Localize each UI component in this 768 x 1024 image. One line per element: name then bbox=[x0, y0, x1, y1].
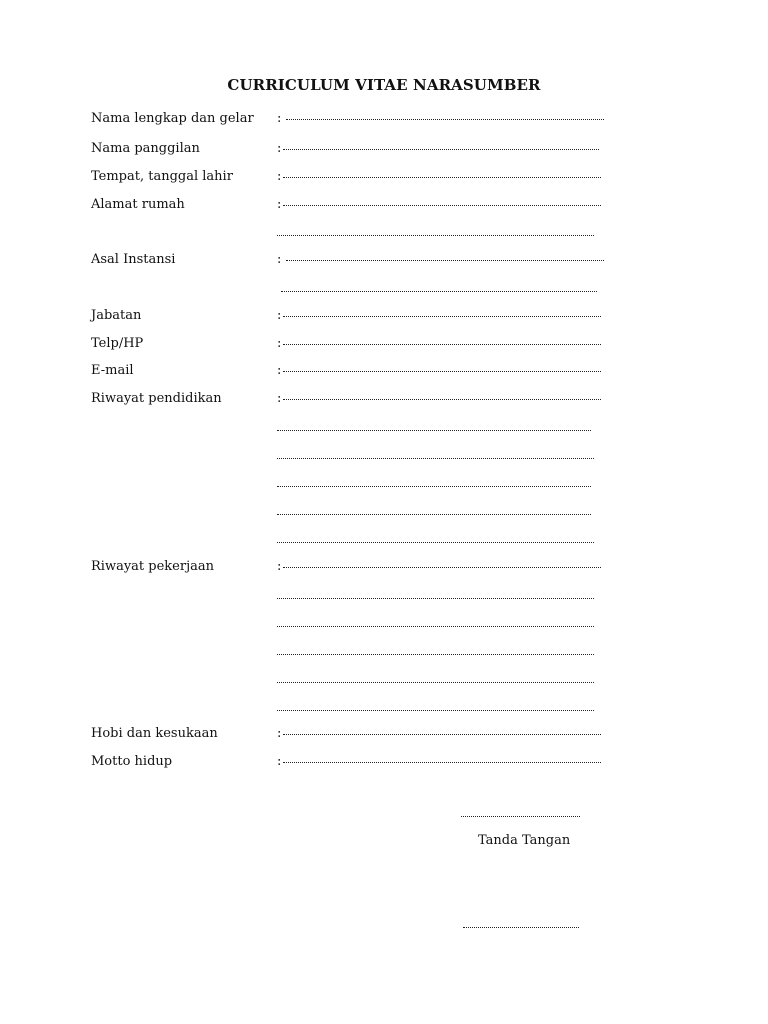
dotted-line bbox=[283, 761, 601, 763]
field-telp-hp[interactable] bbox=[277, 336, 601, 351]
field-riwayat-pekerjaan-line-3[interactable] bbox=[277, 625, 594, 627]
dotted-line bbox=[283, 398, 601, 400]
label-tempat-tanggal-lahir: Tempat, tanggal lahir bbox=[91, 169, 233, 184]
field-alamat-rumah[interactable] bbox=[277, 197, 601, 212]
signature-name-line[interactable] bbox=[463, 926, 579, 928]
dotted-line bbox=[286, 118, 604, 120]
field-riwayat-pendidikan-line-5[interactable] bbox=[277, 513, 591, 515]
field-jabatan[interactable] bbox=[277, 308, 601, 323]
dotted-line bbox=[283, 733, 601, 735]
colon: : bbox=[277, 252, 282, 267]
dotted-line bbox=[283, 370, 601, 372]
signature-date-line[interactable] bbox=[461, 815, 580, 817]
colon: : bbox=[277, 111, 282, 126]
label-telp-hp: Telp/HP bbox=[91, 336, 144, 351]
dotted-line bbox=[283, 204, 601, 206]
label-asal-instansi: Asal Instansi bbox=[91, 252, 176, 267]
field-riwayat-pendidikan-line-2[interactable] bbox=[277, 429, 591, 431]
colon: : bbox=[277, 391, 282, 406]
field-tempat-tanggal-lahir[interactable] bbox=[277, 169, 601, 184]
field-asal-instansi[interactable] bbox=[277, 252, 604, 267]
dotted-line bbox=[286, 259, 604, 261]
dotted-line bbox=[283, 566, 601, 568]
signature-label: Tanda Tangan bbox=[478, 833, 571, 848]
label-email: E-mail bbox=[91, 363, 134, 378]
field-riwayat-pekerjaan-line-6[interactable] bbox=[277, 709, 594, 711]
colon: : bbox=[277, 363, 282, 378]
field-nama-panggilan[interactable] bbox=[277, 141, 599, 156]
colon: : bbox=[277, 726, 282, 741]
label-alamat-rumah: Alamat rumah bbox=[91, 197, 185, 212]
colon: : bbox=[277, 169, 282, 184]
field-hobi[interactable] bbox=[277, 726, 601, 741]
colon: : bbox=[277, 336, 282, 351]
field-riwayat-pendidikan-line-4[interactable] bbox=[277, 485, 591, 487]
label-nama-panggilan: Nama panggilan bbox=[91, 141, 200, 156]
field-motto[interactable] bbox=[277, 754, 601, 769]
field-riwayat-pendidikan-line-6[interactable] bbox=[277, 541, 594, 543]
dotted-line bbox=[283, 315, 601, 317]
field-nama-lengkap[interactable] bbox=[277, 111, 604, 126]
dotted-line bbox=[283, 176, 601, 178]
label-jabatan: Jabatan bbox=[91, 308, 142, 323]
colon: : bbox=[277, 559, 282, 574]
field-riwayat-pekerjaan-line-5[interactable] bbox=[277, 681, 594, 683]
dotted-line bbox=[283, 343, 601, 345]
label-riwayat-pekerjaan: Riwayat pekerjaan bbox=[91, 559, 214, 574]
colon: : bbox=[277, 197, 282, 212]
label-motto: Motto hidup bbox=[91, 754, 173, 769]
label-hobi: Hobi dan kesukaan bbox=[91, 726, 218, 741]
field-riwayat-pekerjaan-line-2[interactable] bbox=[277, 597, 594, 599]
field-email[interactable] bbox=[277, 363, 601, 378]
field-alamat-rumah-line-2[interactable] bbox=[277, 234, 594, 236]
field-riwayat-pekerjaan-line-4[interactable] bbox=[277, 653, 594, 655]
document-title: CURRICULUM VITAE NARASUMBER bbox=[227, 76, 541, 94]
field-riwayat-pendidikan[interactable] bbox=[277, 391, 601, 406]
colon: : bbox=[277, 754, 282, 769]
label-nama-lengkap: Nama lengkap dan gelar bbox=[91, 111, 254, 126]
label-riwayat-pendidikan: Riwayat pendidikan bbox=[91, 391, 222, 406]
colon: : bbox=[277, 308, 282, 323]
colon: : bbox=[277, 141, 282, 156]
field-riwayat-pekerjaan[interactable] bbox=[277, 559, 601, 574]
dotted-line bbox=[283, 148, 599, 150]
field-riwayat-pendidikan-line-3[interactable] bbox=[277, 457, 594, 459]
field-asal-instansi-line-2[interactable] bbox=[281, 290, 597, 292]
